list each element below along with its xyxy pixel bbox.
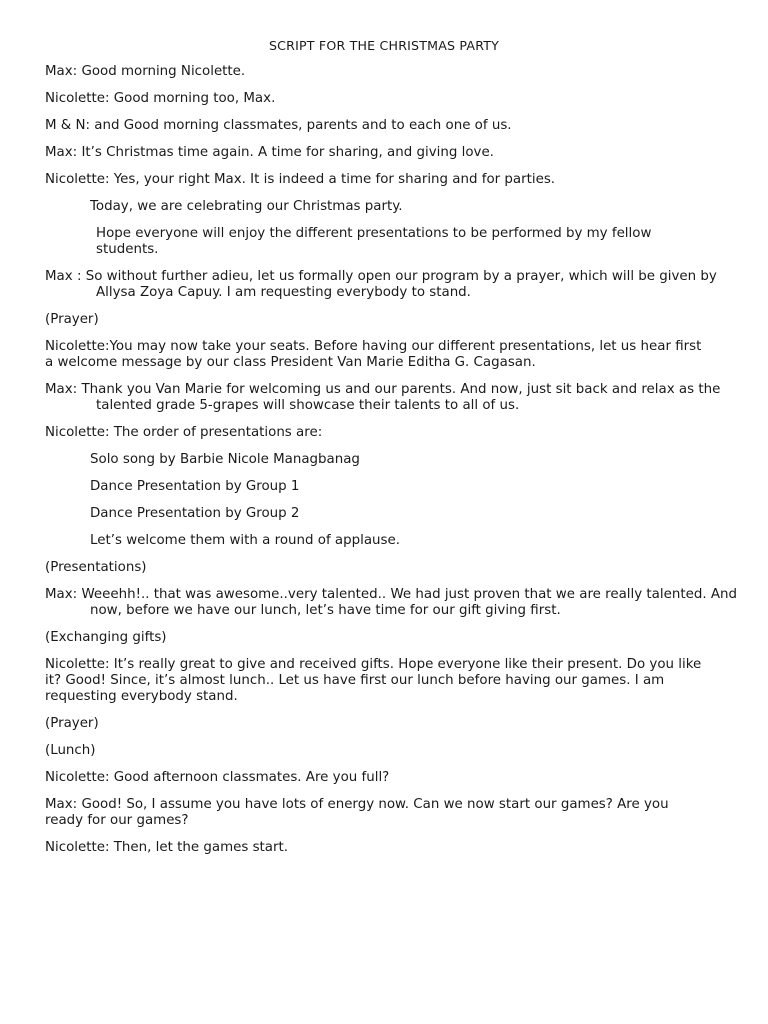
script-line-nicolette-afternoon: Nicolette: Good afternoon classmates. Are you full? <box>45 770 390 785</box>
script-line-max-games: Max: Good! So, I assume you have lots of energy now. Can we now start our games? Are you ready for our games? <box>45 797 669 828</box>
script-line-celebrating: Today, we are celebrating our Christmas party. <box>90 199 403 214</box>
script-line-solo-song: Solo song by Barbie Nicole Managbanag <box>90 452 360 467</box>
script-line-prayer-1: (Prayer) <box>45 312 99 327</box>
script-line-exchanging-gifts: (Exchanging gifts) <box>45 630 167 645</box>
script-line-presentations: (Presentations) <box>45 560 147 575</box>
script-line-max-awesome: Max: Weeehh!.. that was awesome..very talented.. We had just proven that we are really talented. And now, before we have our lunch, let’s have time for our gift giving first. <box>45 587 737 618</box>
script-line-dance-group-2: Dance Presentation by Group 2 <box>90 506 300 521</box>
script-line-nicolette-sharing: Nicolette: Yes, your right Max. It is indeed a time for sharing and for parties. <box>45 172 556 187</box>
script-line-prayer-2: (Prayer) <box>45 716 99 731</box>
script-line-hope-enjoy: Hope everyone will enjoy the different presentations to be performed by my fellow students. <box>96 226 652 257</box>
script-line-max-thank-you: Max: Thank you Van Marie for welcoming us and our parents. And now, just sit back and relax as the talented grade 5-grapes will showcase their talents to all of us. <box>45 382 721 413</box>
script-line-order-of-presentations: Nicolette: The order of presentations are: <box>45 425 323 440</box>
script-line-nicolette-welcome: Nicolette:You may now take your seats. Before having our different presentations, let us hear first a welcome message by our class President Van Marie Editha G. Cagasan. <box>45 339 702 370</box>
document-title: SCRIPT FOR THE CHRISTMAS PARTY <box>268 38 500 53</box>
script-line-mn-greeting: M & N: and Good morning classmates, parents and to each one of us. <box>45 118 512 133</box>
script-line-dance-group-1: Dance Presentation by Group 1 <box>90 479 300 494</box>
script-line-max-greeting: Max: Good morning Nicolette. <box>45 64 246 79</box>
script-line-lunch: (Lunch) <box>45 743 96 758</box>
script-line-nicolette-greeting: Nicolette: Good morning too, Max. <box>45 91 276 106</box>
script-line-max-prayer-intro: Max : So without further adieu, let us formally open our program by a prayer, which will be given by Allysa Zoya Capuy. I am requesting everybody to stand. <box>45 269 717 300</box>
script-line-applause: Let’s welcome them with a round of applause. <box>90 533 400 548</box>
script-line-nicolette-games-start: Nicolette: Then, let the games start. <box>45 840 289 855</box>
script-line-nicolette-gifts: Nicolette: It’s really great to give and received gifts. Hope everyone like their present. Do you like it? Good! Since, it’s almost lunch.. Let us have first our lunch before having our games. I am requesting everybody stand. <box>45 657 702 704</box>
script-line-max-christmas-time: Max: It’s Christmas time again. A time for sharing, and giving love. <box>45 145 494 160</box>
